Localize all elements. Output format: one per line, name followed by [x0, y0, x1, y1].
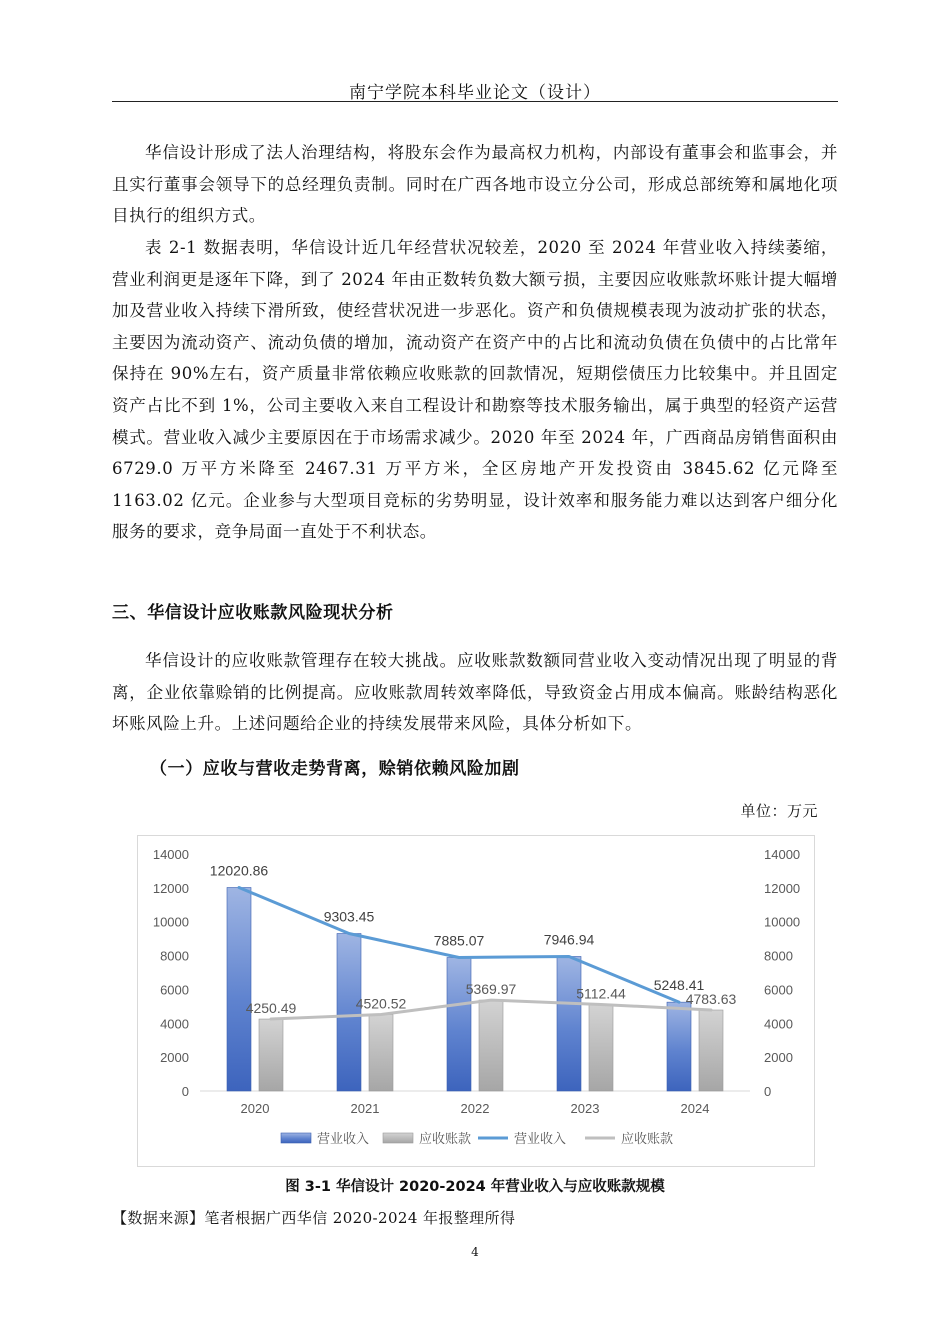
- data-label-receivables: 4520.52: [355, 995, 407, 1012]
- y-tick-label-left: 4000: [160, 1016, 189, 1032]
- revenue-receivables-chart: [138, 836, 814, 1166]
- bar-revenue: [447, 958, 471, 1091]
- paragraph-governance: 华信设计形成了法人治理结构，将股东会作为最高权力机构，内部设有董事会和监事会，并且实行董事会领导下的总经理负责制。同时在广西各地市设立分公司，形成总部统筹和属地化项目执行的组织方式。: [112, 143, 838, 226]
- paragraph-operations: 表 2-1 数据表明，华信设计近几年经营状况较差，2020 至 2024 年营业收入持续萎缩，营业利润更是逐年下降，到了 2024 年由正数转负数大额亏损，主要因应收账款坏账计提大幅增加及营业收入持续下滑所致，使经营状况进一步恶化。资产和负债规模表现为波动扩张的状态，主要因为流动资产、流动负债的增加，流动资产在资产中的占比和流动负债在负债中的占比常年保持在 90%左右，资产质量非常依赖应收账款的回款情况，短期偿债压力比较集中。并且固定资产占比不到 1%，公司主要收入来自工程设计和勘察等技术服务输出，属于典型的轻资产运营模式。营业收入减少主要原因在于市场需求减少。2020 年至 2024 年，广西商品房销售面积由 6729.0 万平方米降至 2467.31 万平方米，全区房地产开发投资由 3845.62 亿元降至 1163.02 亿元。企业参与大型项目竞标的劣势明显，设计效率和服务能力难以达到客户细分化服务的要求，竞争局面一直处于不利状态。: [112, 238, 838, 542]
- y-tick-label-right: 2000: [764, 1050, 793, 1066]
- legend-label: 营业收入: [514, 1131, 567, 1146]
- bar-revenue: [557, 956, 581, 1091]
- y-tick-label-right: 6000: [764, 982, 793, 998]
- data-source-note: 【数据来源】笔者根据广西华信 2020-2024 年报整理所得: [112, 1209, 516, 1227]
- y-tick-label-left: 6000: [160, 982, 189, 998]
- x-tick-label: 2020: [240, 1101, 270, 1116]
- data-label-revenue: 5248.41: [653, 977, 705, 994]
- data-label-receivables: 5112.44: [576, 985, 626, 1002]
- y-tick-label-left: 14000: [152, 847, 189, 862]
- unit-label: 单位：万元: [740, 802, 818, 820]
- figure-caption: 图 3-1 华信设计 2020-2024 年营业收入与应收账款规模: [285, 1179, 665, 1195]
- section-heading: 三、华信设计应收账款风险现状分析: [112, 603, 394, 623]
- y-tick-label-right: 0: [764, 1084, 772, 1099]
- y-tick-label-left: 12000: [152, 880, 189, 896]
- bar-revenue: [337, 934, 361, 1091]
- x-tick-label: 2024: [680, 1101, 710, 1116]
- legend-label: 应收账款: [419, 1131, 472, 1146]
- y-tick-label-right: 8000: [764, 948, 793, 964]
- data-label-revenue: 7946.94: [543, 931, 595, 948]
- y-tick-label-left: 2000: [160, 1050, 189, 1066]
- y-tick-label-left: 0: [181, 1084, 189, 1099]
- data-label-receivables: 4250.49: [245, 1000, 297, 1017]
- legend-label: 应收账款: [621, 1131, 674, 1146]
- data-label-receivables: 4783.63: [685, 991, 737, 1008]
- bar-revenue: [227, 888, 251, 1091]
- bar-revenue: [667, 1002, 691, 1091]
- y-tick-label-left: 10000: [152, 914, 189, 930]
- sub-heading: （一）应收与营收走势背离，赊销依赖风险加剧: [150, 759, 520, 779]
- y-tick-label-right: 4000: [764, 1016, 793, 1032]
- chart-frame: [137, 835, 815, 1167]
- legend-swatch-receivables-bar: [383, 1133, 413, 1143]
- legend-swatch-revenue-bar: [281, 1133, 311, 1143]
- x-tick-label: 2023: [570, 1101, 600, 1116]
- bar-receivables: [479, 1000, 503, 1091]
- y-tick-label-right: 14000: [764, 847, 801, 862]
- y-tick-label-right: 10000: [764, 914, 801, 930]
- page-header: 南宁学院本科毕业论文（设计）: [349, 83, 601, 103]
- x-tick-label: 2021: [350, 1101, 380, 1116]
- header-rule: [112, 101, 838, 102]
- y-tick-label-left: 8000: [160, 948, 189, 964]
- bar-receivables: [369, 1014, 393, 1091]
- page-number: 4: [471, 1245, 479, 1259]
- data-label-revenue: 12020.86: [209, 862, 269, 879]
- bar-receivables: [589, 1004, 613, 1091]
- bar-receivables: [259, 1019, 283, 1091]
- y-tick-label-right: 12000: [764, 880, 801, 896]
- legend-label: 营业收入: [317, 1131, 370, 1146]
- x-tick-label: 2022: [460, 1101, 490, 1116]
- data-label-revenue: 7885.07: [433, 932, 485, 949]
- data-label-revenue: 9303.45: [323, 908, 375, 925]
- data-label-receivables: 5369.97: [465, 981, 517, 998]
- paragraph-receivables: 华信设计的应收账款管理存在较大挑战。应收账款数额同营业收入变动情况出现了明显的背离，企业依靠赊销的比例提高。应收账款周转效率降低，导致资金占用成本偏高。账龄结构恶化坏账风险上升。上述问题给企业的持续发展带来风险，具体分析如下。: [112, 651, 838, 734]
- bar-receivables: [699, 1010, 723, 1091]
